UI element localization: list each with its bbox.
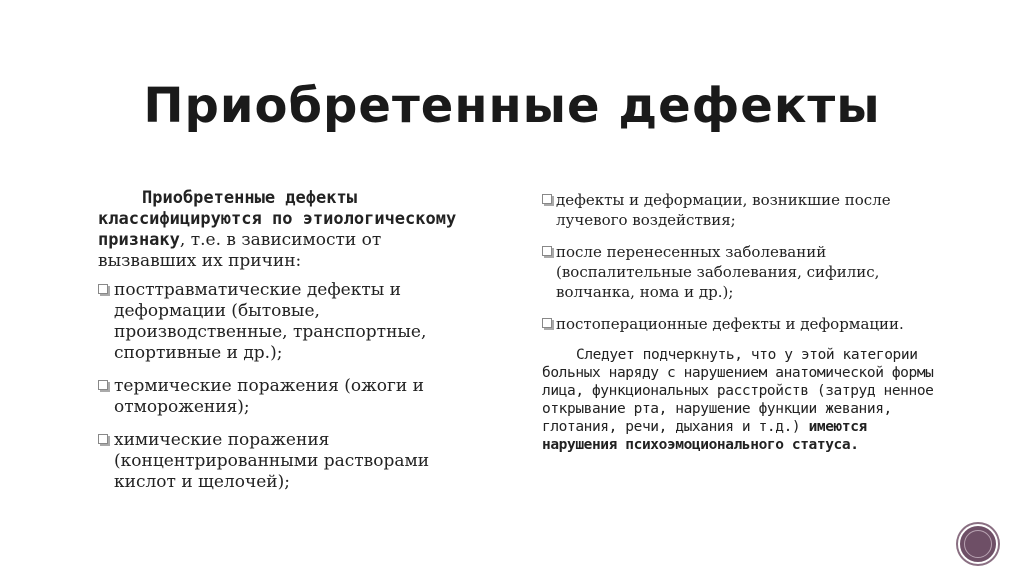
list-item-text: химические поражения (концентрированными растворами кислот и щелочей);: [114, 430, 430, 492]
list-item-text: дефекты и деформации, возникшие после лучевого воздействия;: [556, 191, 891, 229]
list-item: [542, 242, 942, 302]
intro-paragraph: [98, 188, 470, 272]
list-item: [98, 280, 470, 364]
list-item: [542, 314, 942, 334]
square-bullet-icon: [542, 318, 552, 328]
right-column: [542, 190, 942, 454]
intro-bold-text: Приобретенные дефекты классифицируются по этиологическому признаку: [98, 188, 457, 250]
note-paragraph: [542, 346, 942, 454]
list-item-text: термические поражения (ожоги и отморожения);: [114, 376, 424, 417]
list-item-text: посттравматические дефекты и деформации (бытовые, производственные, транспортные, спортивные и др.);: [114, 280, 427, 363]
list-item-text: после перенесенных заболеваний (воспалительные заболевания, сифилис, волчанка, нома и др.);: [556, 243, 880, 301]
list-item: [98, 376, 470, 418]
note-text: Следует подчеркнуть, что у этой категории больных наряду с нарушением анатомической формы лица, функциональных расстройств (затруд ненное открывание рта, нарушение функции жевания, глотания, речи, дыхания и т.д.): [542, 347, 934, 435]
intro-rest-text: , т.е. в зависимости от вызвавших их причин:: [98, 230, 382, 271]
left-bullet-list: [98, 280, 470, 493]
square-bullet-icon: [98, 434, 108, 444]
square-bullet-icon: [542, 194, 552, 204]
square-bullet-icon: [98, 380, 108, 390]
left-column: [98, 188, 470, 505]
square-bullet-icon: [542, 246, 552, 256]
slide-title: Приобретенные дефекты: [143, 78, 881, 134]
list-item-text: постоперационные дефекты и деформации.: [556, 315, 904, 333]
list-item: [542, 190, 942, 230]
square-bullet-icon: [98, 284, 108, 294]
right-bullet-list: [542, 190, 942, 334]
circle-decoration-icon: [958, 524, 998, 564]
list-item: [98, 430, 470, 493]
note-bold-text: имеются нарушения психоэмоционального статуса.: [542, 419, 867, 453]
